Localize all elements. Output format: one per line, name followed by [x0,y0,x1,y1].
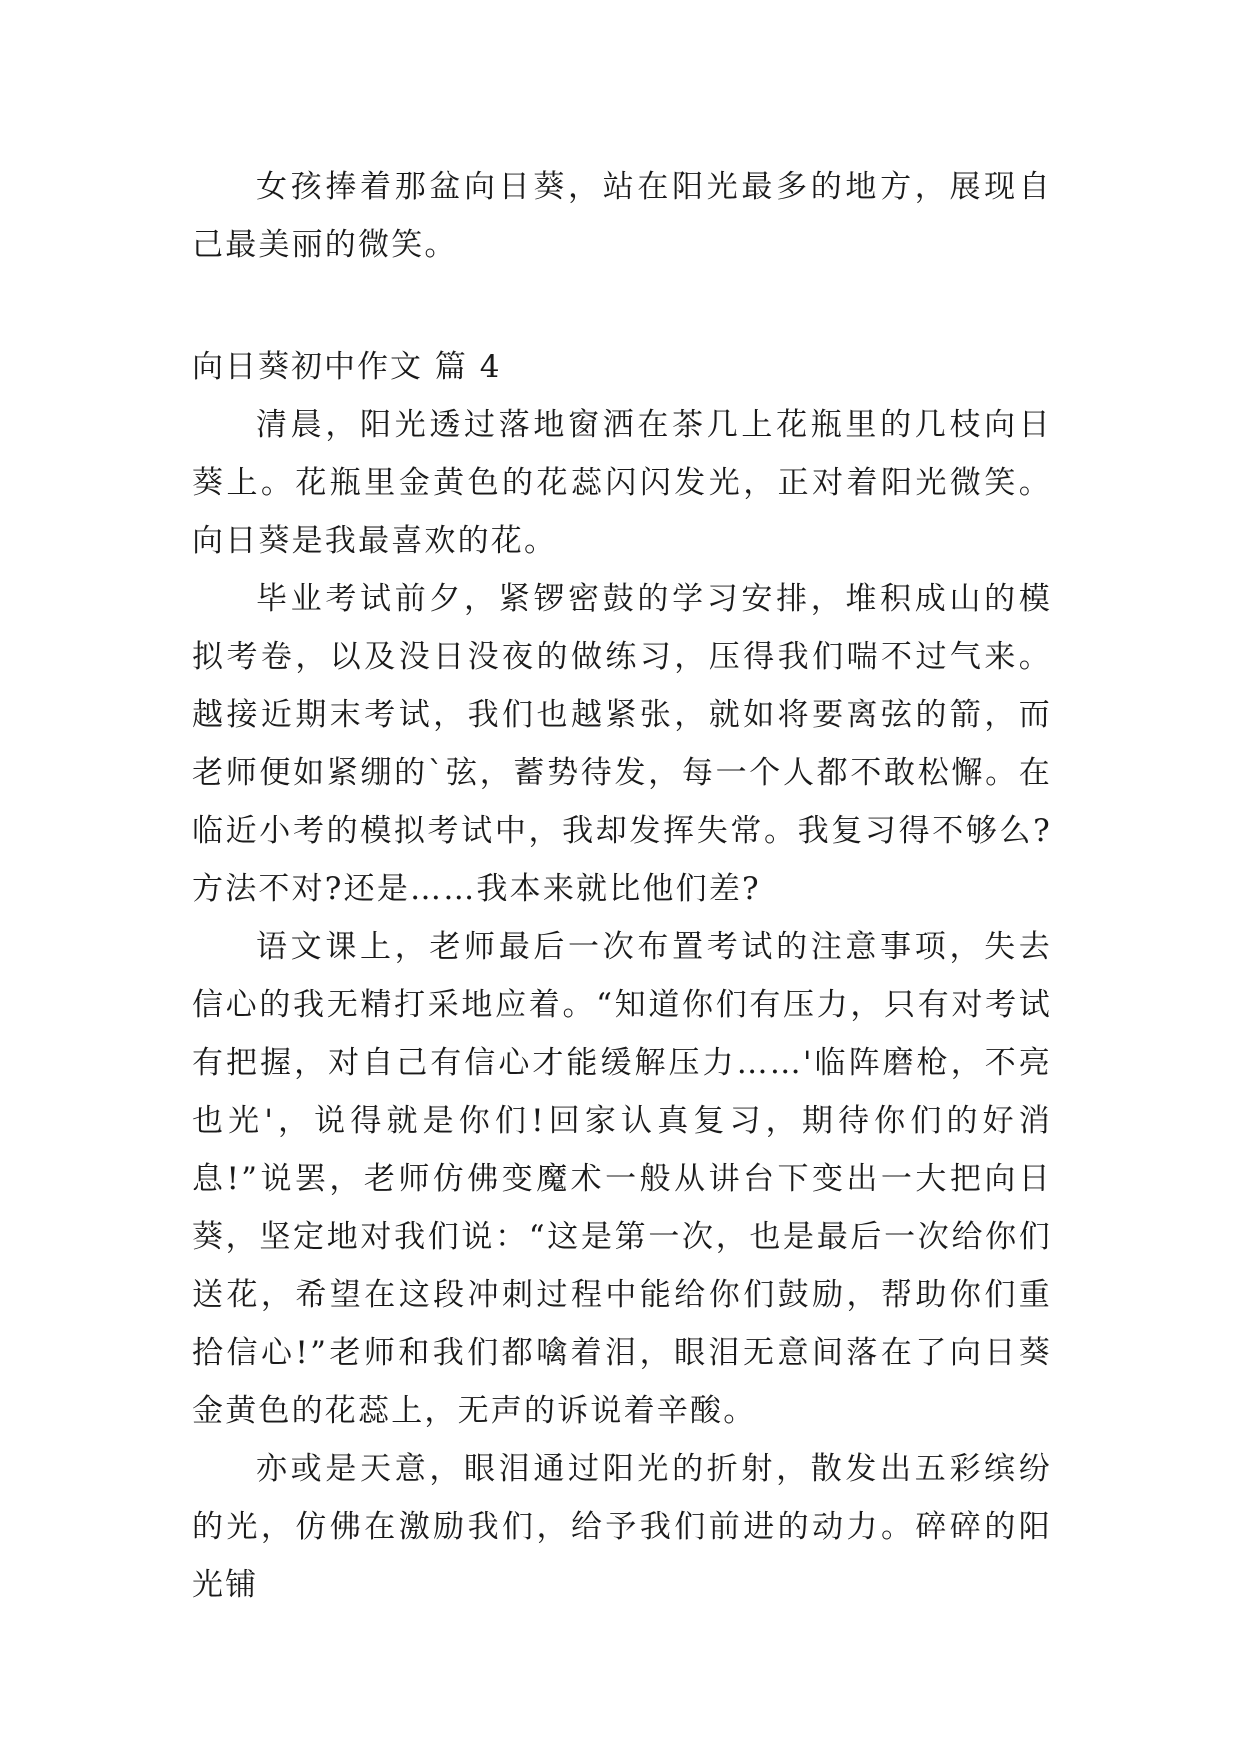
paragraph: 清晨，阳光透过落地窗洒在茶几上花瓶里的几枝向日葵上。花瓶里金黄色的花蕊闪闪发光，正对着阳光微笑。向日葵是我最喜欢的花。 [192,407,1052,559]
section-gap [192,274,1052,338]
paragraph: 亦或是天意，眼泪通过阳光的折射，散发出五彩缤纷的光，仿佛在激励我们，给予我们前进的动力。碎碎的阳光铺 [192,1451,1052,1603]
document-page [192,158,1052,1614]
paragraph-intro: 女孩捧着那盆向日葵，站在阳光最多的地方，展现自己最美丽的微笑。 [192,169,1052,263]
paragraph: 毕业考试前夕，紧锣密鼓的学习安排，堆积成山的模拟考卷，以及没日没夜的做练习，压得我们喘不过气来。越接近期末考试，我们也越紧张，就如将要离弦的箭，而老师便如紧绷的`弦，蓄势待发，每一个人都不敢松懈。在临近小考的模拟考试中，我却发挥失常。我复习得不够么?方法不对?还是……我本来就比他们差? [192,581,1052,907]
paragraph: 语文课上，老师最后一次布置考试的注意事项，失去信心的我无精打采地应着。“知道你们有压力，只有对考试有把握，对自己有信心才能缓解压力……'临阵磨枪，不亮也光'，说得就是你们!回家认真复习，期待你们的好消息!”说罢，老师仿佛变魔术一般从讲台下变出一大把向日葵，坚定地对我们说：“这是第一次，也是最后一次给你们送花，希望在这段冲刺过程中能给你们鼓励，帮助你们重拾信心!”老师和我们都噙着泪，眼泪无意间落在了向日葵金黄色的花蕊上，无声的诉说着辛酸。 [192,929,1052,1429]
section-heading: 向日葵初中作文 篇 4 [192,349,502,385]
